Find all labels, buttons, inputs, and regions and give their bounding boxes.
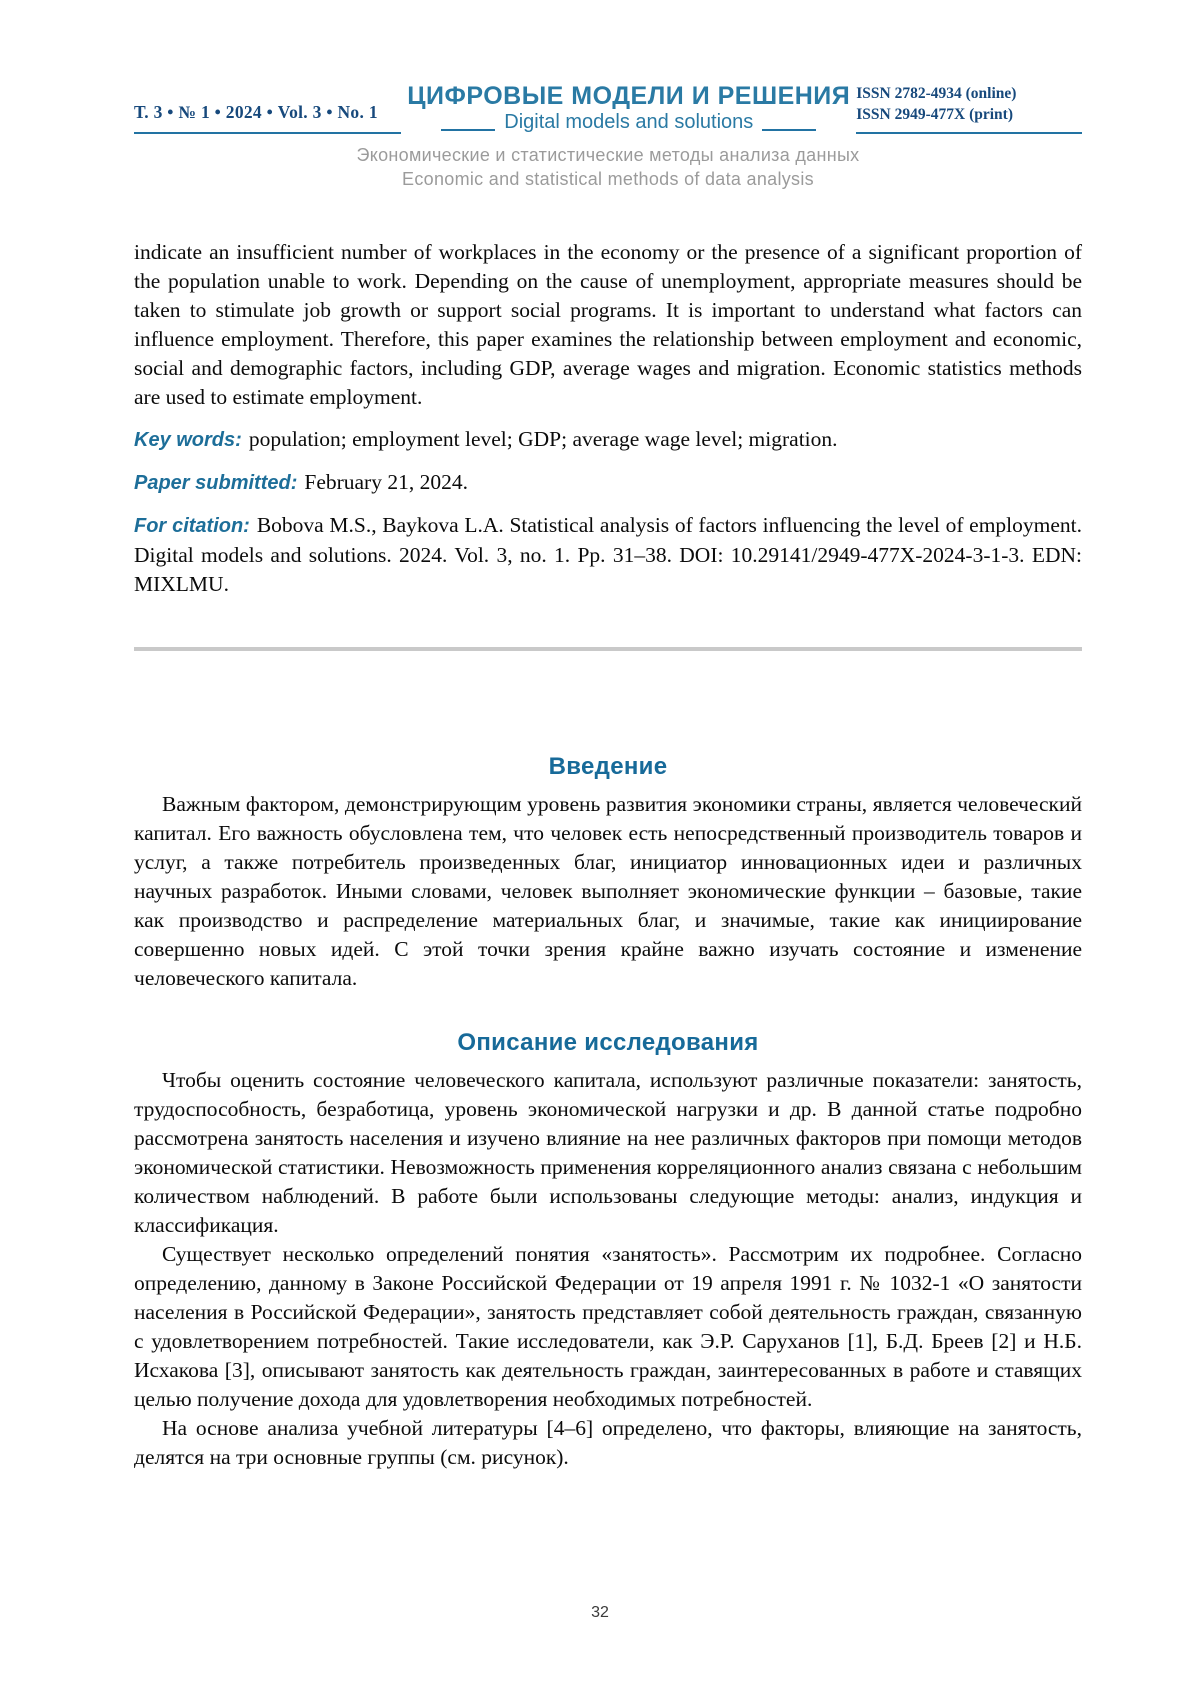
journal-section-subtitle (134, 143, 1082, 191)
heading-study-description: Описание исследования (457, 1029, 759, 1056)
paper-submitted-date: February 21, 2024. (304, 470, 468, 494)
keywords-line (134, 425, 1082, 455)
section-name-ru: Экономические и статистические методы анализа данных (356, 145, 860, 165)
paper-submitted-line (134, 468, 1082, 498)
title-rule-left (441, 129, 495, 132)
journal-title-block (401, 82, 856, 134)
citation-line (134, 511, 1082, 599)
keywords-text: population; employment level; GDP; average wage level; migration. (248, 427, 838, 451)
section-divider (134, 647, 1082, 651)
journal-masthead (134, 82, 1082, 134)
page-number: 32 (591, 1604, 609, 1621)
abstract-continuation: indicate an insufficient number of workplaces in the economy or the presence of a significant proportion of the population unable to work. Depending on the cause of unemployment, appropriate measures should be taken to stimulate job growth or support social programs. It is important to understand what factors can influence employment. Therefore, this paper examines the relationship between employment and economic, social and demographic factors, including GDP, average wages and migration. Economic statistics methods are used to estimate employment. (134, 240, 1082, 409)
journal-title-en-row (407, 111, 850, 134)
paper-submitted-label: Paper submitted: (134, 472, 298, 494)
keywords-label: Key words: (134, 429, 242, 451)
journal-title-ru: ЦИФРОВЫЕ МОДЕЛИ И РЕШЕНИЯ (407, 82, 851, 110)
section-name-en: Economic and statistical methods of data analysis (402, 169, 814, 189)
study-paragraph-2: Существует несколько определений понятия «занятость». Рассмотрим их подробнее. Согласно определению, данному в Законе Российской Федерации от 19 апреля 1991 г. № 1032-1 «О занятости населения в Российской Федерации», занятость представляет собой деятельность граждан, связанную с удовлетворением потребностей. Такие исследователи, как Э.Р. Саруханов [1], Б.Д. Бреев [2] и Н.Б. Исхакова [3], описывают занятость как деятельность граждан, заинтересованных в работе и ставящих целью получение дохода для удовлетворения необходимых потребностей. (134, 1242, 1082, 1411)
study-paragraph-3: На основе анализа учебной литературы [4–6] определено, что факторы, влияющие на занятость, делятся на три основные группы (см. рисунок). (134, 1416, 1082, 1469)
introduction-paragraph: Важным фактором, демонстрирующим уровень развития экономики страны, является человеческий капитал. Его важность обусловлена тем, что человек есть непосредственный производитель товаров и услуг, а также потребитель произведенных благ, инициатор инновационных идеи и различных научных разработок. Иными словами, человек выполняет экономические функции – базовые, такие как производство и распределение материальных благ, и значимые, такие как инициирование совершенно новых идей. С этой точки зрения крайне важно изучать состояние и изменение человеческого капитала. (134, 792, 1082, 990)
issn-block (856, 83, 1082, 134)
volume-issue-info: Т. 3 • № 1 • 2024 • Vol. 3 • No. 1 (134, 102, 401, 134)
title-rule-right (762, 129, 816, 132)
article-body (134, 238, 1082, 1472)
citation-label: For citation: (134, 515, 250, 537)
journal-page (134, 0, 1082, 1697)
issn-print: ISSN 2949-477X (print) (856, 106, 1013, 123)
citation-text: Bobova M.S., Baykova L.A. Statistical analysis of factors influencing the level of employment. Digital models and solutions. 2024. Vol. 3, no. 1. Pp. 31–38. DOI: 10.29141/2949-477X-2024-3-1-3. EDN: MIXLMU. (134, 513, 1083, 596)
issn-online: ISSN 2782-4934 (online) (856, 85, 1017, 102)
heading-introduction: Введение (548, 753, 668, 780)
journal-title-en: Digital models and solutions (504, 111, 754, 133)
study-paragraph-1: Чтобы оценить состояние человеческого капитала, используют различные показатели: занятость, трудоспособность, безработица, уровень экономической нагрузки и др. В данной статье подробно рассмотрена занятость населения и изучено влияние на нее различных факторов при помощи методов экономической статистики. Невозможность применения корреляционного анализ связана с небольшим количеством наблюдений. В работе были использованы следующие методы: анализ, индукция и классификация. (134, 1068, 1082, 1237)
